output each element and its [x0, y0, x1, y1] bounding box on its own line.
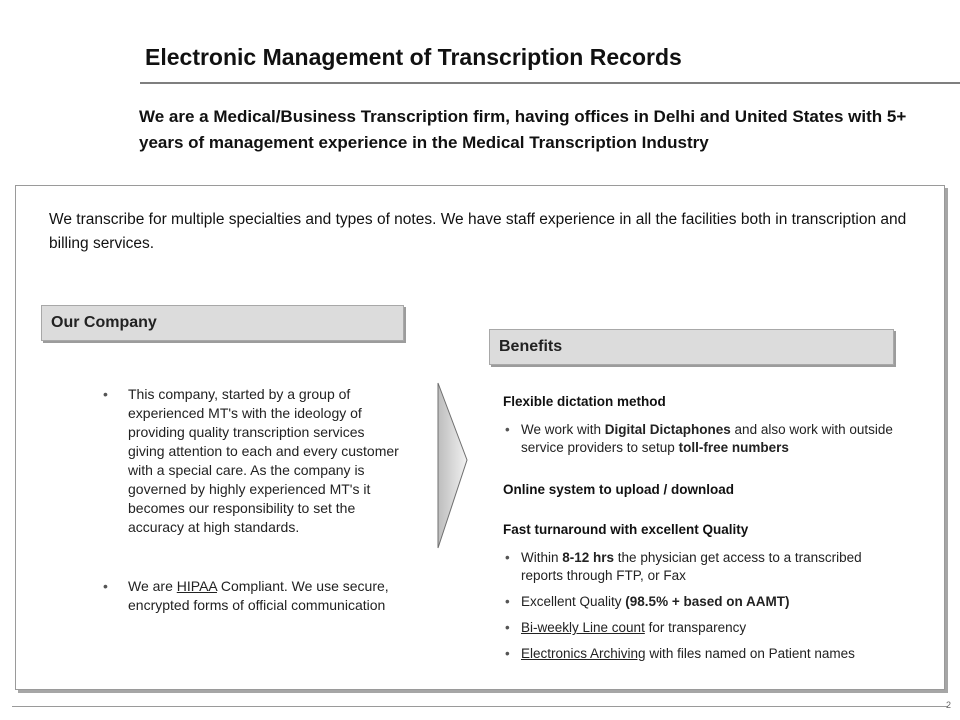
benefits-list	[503, 393, 903, 663]
flexible-bullet-1	[503, 421, 903, 457]
turnaround-bullet-4	[503, 645, 903, 663]
title-divider	[140, 82, 960, 84]
toll-free-text: toll-free numbers	[678, 440, 789, 455]
chevron-arrow-icon	[437, 382, 469, 552]
company-bullet-2-pre: We are	[128, 578, 177, 594]
benefit-section-flexible: Flexible dictation method	[503, 394, 666, 409]
company-bullet-1-text: This company, started by a group of experienced MT's with the ideology of providing quality transcription services giving attention to each and every customer with a special care. As the company is governed by highly experienced MT's it becomes our responsibility to set the accuracy at high standards.	[128, 386, 399, 535]
text-run: the physician get access to a transcribed reports through FTP, or Fax	[521, 550, 862, 583]
bullet-icon: •	[103, 386, 108, 402]
bullet-icon: •	[103, 578, 108, 594]
hours-text: 8-12 hrs	[562, 550, 615, 565]
slide-title: Electronic Management of Transcription Records	[145, 44, 682, 70]
digital-dictaphones-text: Digital Dictaphones	[604, 422, 731, 437]
text-run: Excellent Quality	[521, 594, 626, 609]
panel-description: We transcribe for multiple specialties and types of notes. We have staff experience in all the facilities both in transcription and billing services.	[49, 211, 907, 252]
our-company-heading: Our Company	[41, 305, 404, 341]
bullet-icon: •	[505, 646, 510, 661]
company-bullet-1	[103, 385, 403, 537]
turnaround-bullet-3	[503, 619, 903, 637]
quality-text: (98.5% + based on AAMT)	[625, 594, 790, 609]
intro-text: We are a Medical/Business Transcription firm, having offices in Delhi and United States with 5+ years of management experience in the Medical Transcription Industry	[139, 107, 907, 152]
archiving-link: Electronics Archiving	[521, 646, 646, 661]
turnaround-bullet-2	[503, 593, 903, 611]
text-run: We work with	[521, 422, 605, 437]
benefit-section-turnaround: Fast turnaround with excellent Quality	[503, 522, 749, 537]
company-bullet-2	[103, 577, 403, 615]
turnaround-bullet-1	[503, 549, 903, 585]
benefit-section-online: Online system to upload / download	[503, 482, 735, 497]
text-run: and also work with outside service providers to setup	[521, 422, 893, 455]
bullet-icon: •	[505, 550, 510, 565]
page-number: 2	[946, 700, 952, 710]
bullet-icon: •	[505, 620, 510, 635]
text-run: Within	[521, 550, 563, 565]
benefits-heading: Benefits	[489, 329, 894, 365]
footer-divider	[12, 706, 948, 707]
line-count-link: Bi-weekly Line count	[521, 620, 645, 635]
bullet-icon: •	[505, 594, 510, 609]
hipaa-link: HIPAA	[176, 578, 217, 594]
company-bullet-2-post: Compliant. We use secure, encrypted forms of official communication	[128, 578, 389, 613]
text-run: for transparency	[644, 620, 747, 635]
company-bullet-list	[103, 385, 403, 615]
bullet-icon: •	[505, 422, 510, 437]
turnaround-bullets	[503, 549, 903, 663]
flexible-bullets	[503, 421, 903, 457]
text-run: with files named on Patient names	[645, 646, 855, 661]
